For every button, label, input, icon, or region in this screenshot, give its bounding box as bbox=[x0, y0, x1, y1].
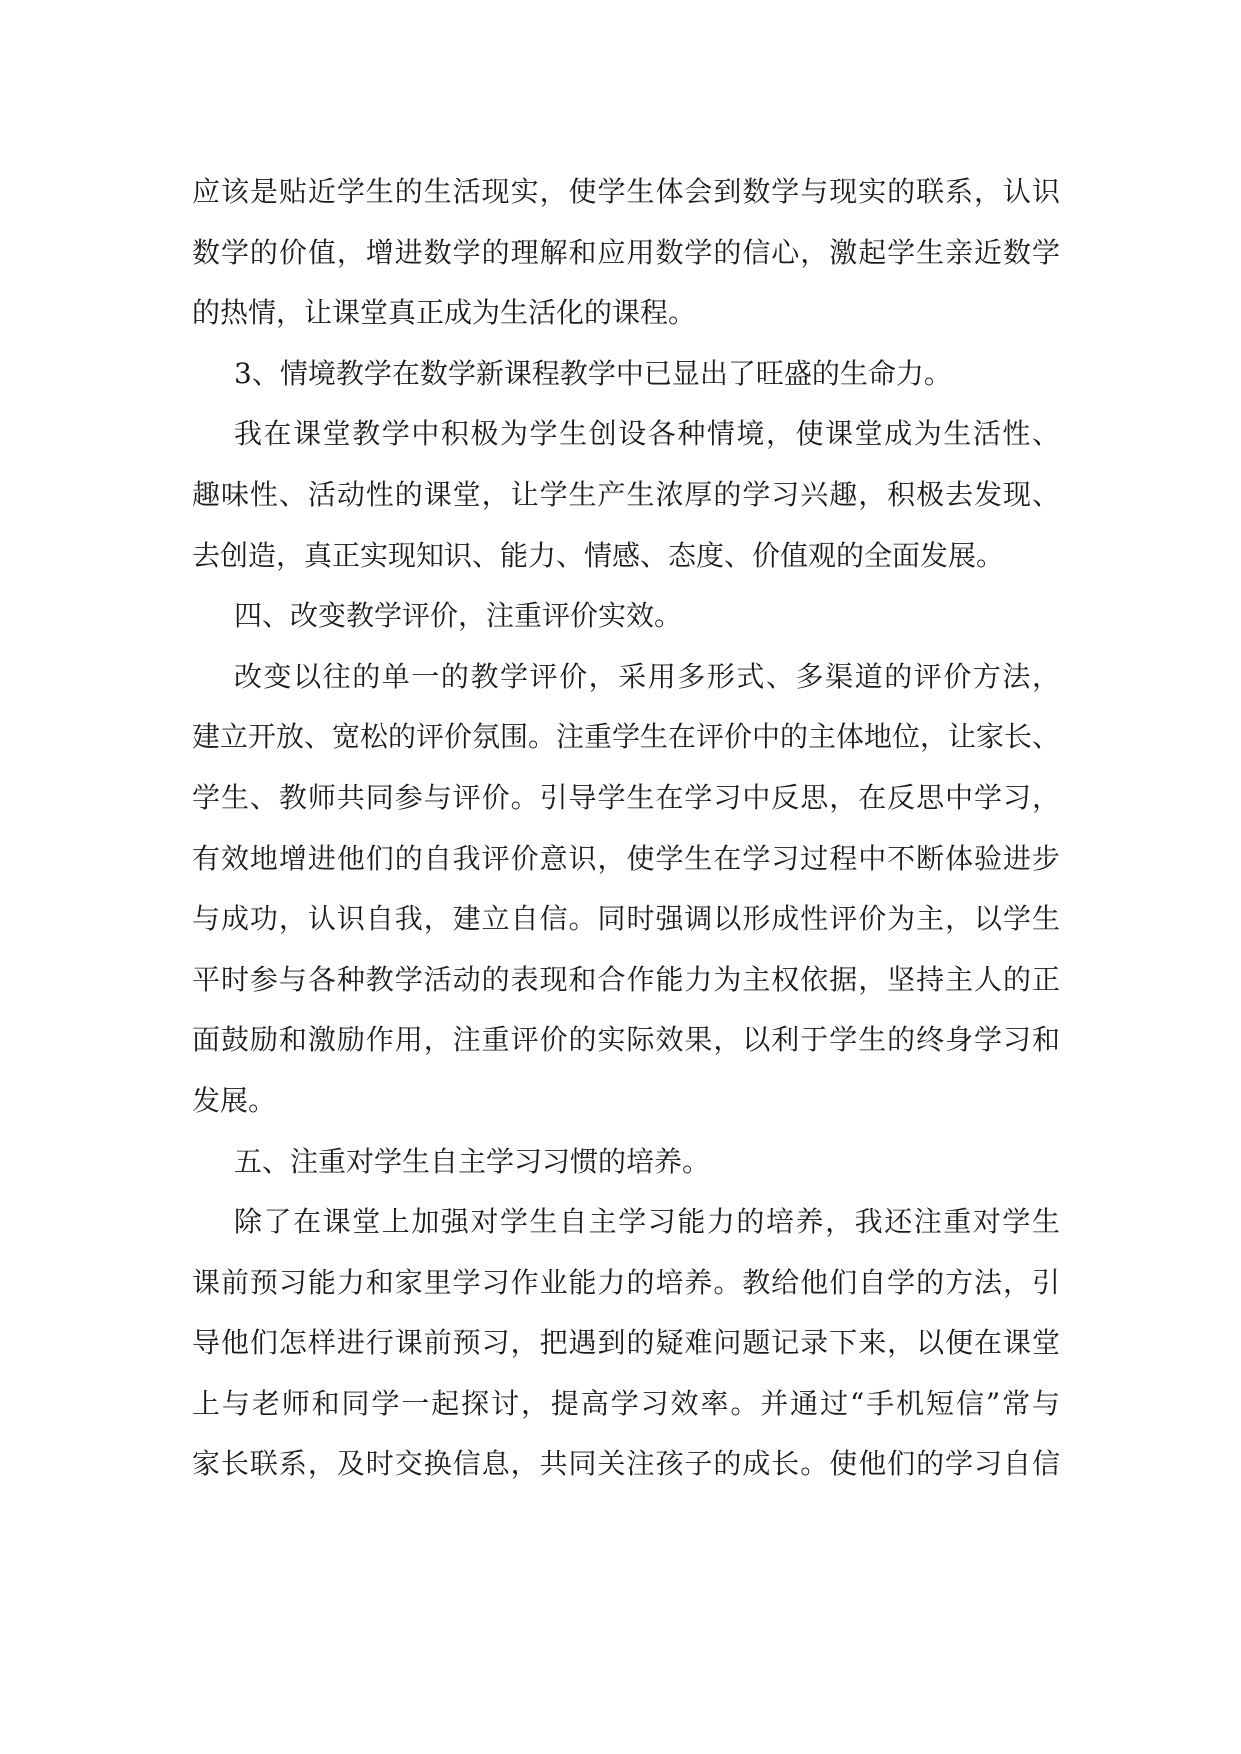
text-line: 我在课堂教学中积极为学生创设各种情境，使课堂成为生活性、 bbox=[234, 417, 1060, 451]
text-line: 面鼓励和激励作用，注重评价的实际效果，以利于学生的终身学习和 bbox=[192, 1023, 1060, 1057]
text-line: 上与老师和同学一起探讨，提高学习效率。并通过“手机短信”常与 bbox=[192, 1386, 1060, 1420]
document-body bbox=[192, 162, 1060, 1495]
text-line: 家长联系，及时交换信息，共同关注孩子的成长。使他们的学习自信 bbox=[192, 1447, 1060, 1481]
text-line: 平时参与各种教学活动的表现和合作能力为主权依据，坚持主人的正 bbox=[192, 962, 1060, 996]
text-line: 学生、教师共同参与评价。引导学生在学习中反思，在反思中学习， bbox=[192, 780, 1060, 814]
text-line: 除了在课堂上加强对学生自主学习能力的培养，我还注重对学生 bbox=[234, 1205, 1060, 1239]
text-line: 四、改变教学评价，注重评价实效。 bbox=[234, 599, 683, 633]
text-line: 应该是贴近学生的生活现实，使学生体会到数学与现实的联系，认识 bbox=[192, 175, 1060, 208]
text-line: 趣味性、活动性的课堂，让学生产生浓厚的学习兴趣，积极去发现、 bbox=[192, 477, 1060, 511]
text-line: 的热情，让课堂真正成为生活化的课程。 bbox=[192, 296, 697, 330]
text-line: 3、情境教学在数学新课程教学中已显出了旺盛的生命力。 bbox=[234, 356, 952, 390]
text-line: 与成功，认识自我，建立自信。同时强调以形成性评价为主，以学生 bbox=[192, 902, 1060, 936]
text-line: 建立开放、宽松的评价氛围。注重学生在评价中的主体地位，让家长、 bbox=[192, 720, 1061, 754]
text-line: 有效地增进他们的自我评价意识，使学生在学习过程中不断体验进步 bbox=[192, 841, 1060, 875]
text-line: 五、注重对学生自主学习习惯的培养。 bbox=[234, 1144, 711, 1178]
text-line: 发展。 bbox=[192, 1083, 277, 1117]
text-line: 数学的价值，增进数学的理解和应用数学的信心，激起学生亲近数学 bbox=[192, 235, 1060, 269]
text-line: 课前预习能力和家里学习作业能力的培养。教给他们自学的方法，引 bbox=[192, 1265, 1060, 1299]
text-line: 去创造，真正实现知识、能力、情感、态度、价值观的全面发展。 bbox=[192, 538, 1005, 572]
text-line: 导他们怎样进行课前预习，把遇到的疑难问题记录下来，以便在课堂 bbox=[192, 1326, 1060, 1360]
text-line: 改变以往的单一的教学评价，采用多形式、多渠道的评价方法， bbox=[234, 659, 1060, 693]
